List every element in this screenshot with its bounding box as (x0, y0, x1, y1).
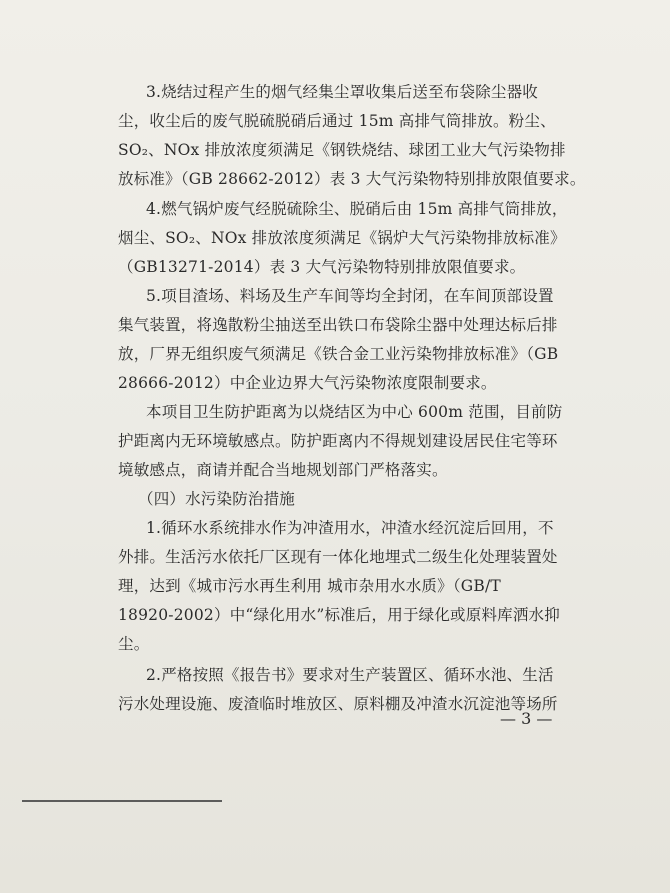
text-line: 5.项目渣场、料场及生产车间等均全封闭，在车间顶部设置 (146, 287, 554, 305)
text-line: 护距离内无环境敏感点。防护距离内不得规划建设居民住宅等环 (118, 432, 558, 450)
text-line: 尘。 (118, 635, 150, 653)
text-line: SO₂、NOx 排放浓度须满足《钢铁烧结、球团工业大气污染物排 (118, 141, 566, 159)
text-line: 4.燃气锅炉废气经脱硫除尘、脱硝后由 15m 高排气筒排放， (146, 200, 568, 218)
text-line: 1.循环水系统排水作为冲渣用水，冲渣水经沉淀后回用，不 (146, 519, 554, 537)
text-line: 28666-2012）中企业边界大气污染物浓度限制要求。 (118, 374, 497, 392)
page-number: — 3 — (500, 709, 553, 728)
text-line: （GB13271-2014）表 3 大气污染物特别排放限值要求。 (118, 258, 526, 276)
text-line: 放，厂界无组织废气须满足《铁合金工业污染物排放标准》（GB (118, 345, 559, 363)
text-line: 烟尘、SO₂、NOx 排放浓度须满足《锅炉大气污染物排放标准》 (118, 229, 566, 247)
text-line: 外排。生活污水依托厂区现有一体化地埋式二级生化处理装置处 (118, 548, 558, 566)
text-line: 放标准》（GB 28662-2012）表 3 大气污染物特别排放限值要求。 (118, 170, 586, 188)
text-line: 18920-2002）中“绿化用水”标准后，用于绿化或原料库洒水抑 (118, 606, 560, 624)
text-line: 3.烧结过程产生的烟气经集尘罩收集后送至布袋除尘器收 (146, 83, 538, 101)
text-line: 污水处理设施、废渣临时堆放区、原料棚及冲渣水沉淀池等场所 (118, 695, 558, 713)
text-line: 理，达到《城市污水再生利用 城市杂用水水质》（GB/T (118, 577, 501, 595)
text-line: 集气装置，将逸散粉尘抽送至出铁口布袋除尘器中处理达标后排 (118, 316, 558, 334)
footer-rule (22, 800, 222, 802)
section-heading: （四）水污染防治措施 (138, 490, 296, 508)
text-line: 境敏感点，商请并配合当地规划部门严格落实。 (118, 461, 448, 479)
text-line: 2.严格按照《报告书》要求对生产装置区、循环水池、生活 (146, 666, 554, 684)
text-line: 本项目卫生防护距离为以烧结区为中心 600m 范围，目前防 (146, 403, 563, 421)
text-line: 尘，收尘后的废气脱硫脱硝后通过 15m 高排气筒排放。粉尘、 (118, 112, 556, 130)
